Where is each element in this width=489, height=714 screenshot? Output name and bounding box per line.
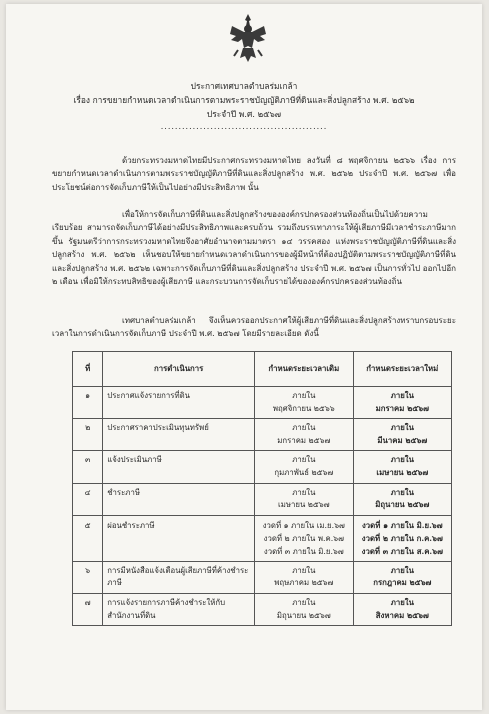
row-action: แจ้งประเมินภาษี: [103, 451, 255, 483]
table-row: [73, 483, 452, 515]
row-no: ๓: [73, 451, 103, 483]
paragraph-announcement: เทศบาลตำบลร่มเกล้า จึงเห็นควรออกประกาศให้ผู้เสียภาษีที่ดินและสิ่งปลูกสร้างทราบกรอบระยะเวลาในการดำเนินการจัดเก็บภาษี ประจำปี พ.ศ. ๒๕๖๗ โดยมีรายละเอียด ดังนี้: [52, 316, 456, 339]
row-old-deadline: ภายใน เมษายน ๒๕๖๗: [255, 483, 354, 515]
table-row: [73, 593, 452, 625]
row-no: ๕: [73, 515, 103, 561]
row-old-deadline: ภายใน กุมภาพันธ์ ๒๕๖๗: [255, 451, 354, 483]
schedule-table: [72, 351, 452, 626]
row-new-deadline: งวดที่ ๑ ภายใน มิ.ย.๖๗ งวดที่ ๒ ภายใน ก.ค.๖๗ งวดที่ ๓ ภายใน ส.ค.๖๗: [353, 515, 451, 561]
col-header-new: กำหนดระยะเวลาใหม่: [353, 352, 451, 387]
col-header-old: กำหนดระยะเวลาเดิม: [255, 352, 354, 387]
row-no: ๒: [73, 419, 103, 451]
row-action: ชำระภาษี: [103, 483, 255, 515]
table-row: [73, 561, 452, 593]
row-action: ผ่อนชำระภาษี: [103, 515, 255, 561]
paragraph-reason: เพื่อให้การจัดเก็บภาษีที่ดินและสิ่งปลูกสร้างขององค์กรปกครองส่วนท้องถิ่นเป็นไปด้วยความเรียบร้อย สามารถจัดเก็บภาษีได้อย่างมีประสิทธิภาพและครบถ้วน รวมถึงบรรเทาภาระให้ผู้เสียภาษีมีเวลาชำระภาษีมากขึ้น รัฐมนตรีว่าการกระทรวงมหาดไทยจึงอาศัยอำนาจตามมาตรา ๑๔ วรรคสอง แห่งพระราชบัญญัติภาษีที่ดินและสิ่งปลูกสร้าง พ.ศ. ๒๕๖๒ เห็นชอบให้ขยายกำหนดเวลาดำเนินการของผู้มีหน้าที่ต้องปฏิบัติตามพระราชบัญญัติภาษีที่ดินและสิ่งปลูกสร้าง พ.ศ. ๒๕๖๒ เฉพาะการจัดเก็บภาษีที่ดินและสิ่งปลูกสร้าง ประจำปี พ.ศ. ๒๕๖๗ เป็นการทั่วไป ออกไปอีก ๒ เดือน เพื่อมิให้กระทบสิทธิของผู้เสียภาษี และกระบวนการจัดเก็บรายได้ขององค์กรปกครองส่วนท้องถิ่น: [52, 210, 456, 287]
document-year: ประจำปี พ.ศ. ๒๕๖๗: [206, 109, 282, 119]
row-new-deadline: ภายใน เมษายน ๒๕๖๗: [353, 451, 451, 483]
table-row: [73, 387, 452, 419]
row-no: ๖: [73, 561, 103, 593]
garuda-emblem-icon: [228, 12, 268, 64]
document-page: [6, 4, 482, 710]
row-no: ๔: [73, 483, 103, 515]
row-old-deadline: ภายใน พฤษภาคม ๒๕๖๗: [255, 561, 354, 593]
table-row: [73, 515, 452, 561]
row-no: ๑: [73, 387, 103, 419]
row-action: ประกาศแจ้งรายการที่ดิน: [103, 387, 255, 419]
table-row: [73, 419, 452, 451]
row-new-deadline: ภายใน มกราคม ๒๕๖๗: [353, 387, 451, 419]
row-action: การมีหนังสือแจ้งเตือนผู้เสียภาษีที่ค้างชำระภาษี: [103, 561, 255, 593]
document-issuer: ประกาศเทศบาลตำบลร่มเกล้า: [190, 81, 298, 91]
paragraph-intro: ด้วยกระทรวงมหาดไทยมีประกาศกระทรวงมหาดไทย ลงวันที่ ๘ พฤศจิกายน ๒๕๖๖ เรื่อง การขยายกำหนดเวลาดำเนินการตามพระราชบัญญัติภาษีที่ดินและสิ่งปลูกสร้าง พ.ศ. ๒๕๖๒ ประจำปี พ.ศ. ๒๕๖๗ เพื่อประโยชน์ต่อการจัดเก็บภาษีให้เป็นไปอย่างมีประสิทธิภาพ นั้น: [52, 156, 456, 192]
row-old-deadline: งวดที่ ๑ ภายใน เม.ย.๖๗ งวดที่ ๒ ภายใน พ.ค.๖๗ งวดที่ ๓ ภายใน มิ.ย.๖๗: [255, 515, 354, 561]
row-new-deadline: ภายใน สิงหาคม ๒๕๖๗: [353, 593, 451, 625]
col-header-action: การดำเนินการ: [103, 352, 255, 387]
table-row: [73, 451, 452, 483]
row-action: ประกาศราคาประเมินทุนทรัพย์: [103, 419, 255, 451]
row-old-deadline: ภายใน มกราคม ๒๕๖๗: [255, 419, 354, 451]
row-new-deadline: ภายใน มีนาคม ๒๕๖๗: [353, 419, 451, 451]
row-old-deadline: ภายใน พฤศจิกายน ๒๕๖๖: [255, 387, 354, 419]
separator-dots: ...............................................: [160, 122, 328, 131]
row-action: การแจ้งรายการภาษีค้างชำระให้กับสำนักงานที่ดิน: [103, 593, 255, 625]
row-new-deadline: ภายใน กรกฎาคม ๒๕๖๗: [353, 561, 451, 593]
document-subject: เรื่อง การขยายกำหนดเวลาดำเนินการตามพระราชบัญญัติภาษีที่ดินและสิ่งปลูกสร้าง พ.ศ. ๒๕๖๒: [73, 95, 415, 105]
row-no: ๗: [73, 593, 103, 625]
row-new-deadline: ภายใน มิถุนายน ๒๕๖๗: [353, 483, 451, 515]
col-header-no: ที่: [73, 352, 103, 387]
row-old-deadline: ภายใน มิถุนายน ๒๕๖๗: [255, 593, 354, 625]
table-header-row: [73, 352, 452, 387]
